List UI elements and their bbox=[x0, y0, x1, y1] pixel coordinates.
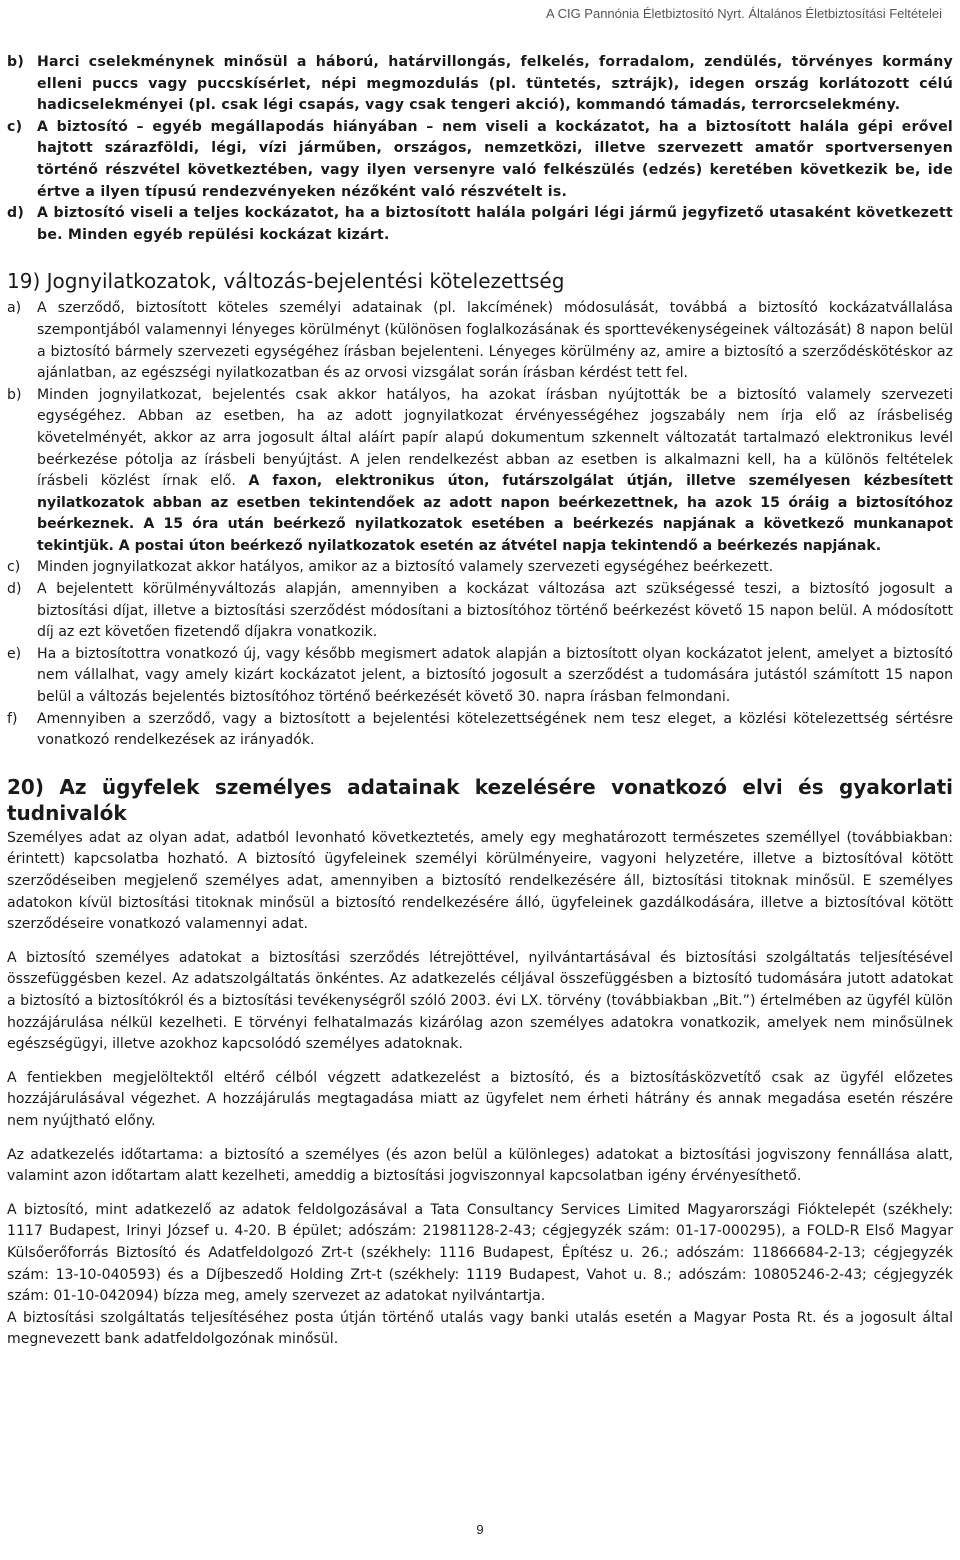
item-text: Ha a biztosítottra vonatkozó új, vagy később megismert adatok alapján a biztosított olyan kockázatot jelent, amelyet a biztosító nem vállalhat, vagy amely kizárt kockázatot jelent, a biztosító jogosult a szerződést a tudomására jutástól számított 15 napon belül a változás bejelentés biztosítóhoz történő beérkezését követő 30. napra írásban felmondani. bbox=[37, 645, 953, 706]
item-label: c) bbox=[7, 559, 21, 576]
section-19-heading: 19) Jognyilatkozatok, változás-bejelentési kötelezettség bbox=[7, 269, 565, 294]
item-label: b) bbox=[7, 386, 22, 403]
item-text: Harci cselekménynek minősül a háború, határvillongás, felkelés, forradalom, zendülés, törvényes kormány elleni puccs vagy puccskísérlet, népi megmozdulás (pl. tüntetés, sztrájk), idegen ország korlátozott célú hadicselekményei (pl. csak légi csapás, vagy csak tengeri akció), kommandó támadás, terrorcselekmény. bbox=[37, 54, 953, 114]
item-label: e) bbox=[7, 645, 22, 662]
paragraph: A biztosító személyes adatokat a biztosítási szerződés létrejöttével, nyilvántartásával és biztosítási szolgáltatás teljesítésével összefüggésben kezel. Az adatszolgáltatás önkéntes. Az adatkezelés céljával összefüggésben a biztosító tudomására jutott adatokat a biztosító a biztosítókról és a biztosítási tevékenységről szóló 2003. évi LX. törvény (továbbiakban „Bit.”) értelmében az ügyfél külön hozzájárulása nélkül kezelheti. E törvényi felhatalmazás kizárólag azon személyes adatokra vonatkozik, amelyek nem minősülnek egészségügyi, illetve azokhoz kapcsolódó személyes adatoknak. bbox=[7, 949, 953, 1053]
list-item-a bbox=[7, 298, 953, 384]
paragraph: A biztosító, mint adatkezelő az adatok feldolgozásával a Tata Consultancy Services Limited Magyarországi Fióktelepét (székhely: 1117 Budapest, Irinyi József u. 4-20. B épület; adószám: 21981128-2-43; cégjegyzék szám: 01-17-000295), a FOLD-R Első Magyar Külsőerőforrás Biztosító és Adatfeldolgozó Zrt-t (székhely: 1116 Budapest, Építész u. 26.; adószám: 11866684-2-13; cégjegyzék szám: 13-10-040593) és a Díjbeszedő Holding Zrt-t (székhely: 1119 Budapest, Vahot u. 8.; adószám: 10805246-2-43; cégjegyzék szám: 01-10-042094) bízza meg, amely szervezet az adatokat nyilvántartja. bbox=[7, 1201, 953, 1305]
item-label: d) bbox=[7, 205, 25, 222]
item-text: A biztosító – egyéb megállapodás hiányában – nem viseli a kockázatot, ha a biztosított halála gépi erővel hajtott szárazföldi, légi, vízi járműben, országos, nemzetközi, illetve szervezett amatőr sportversenyen történő részvétel következtében, vagy ilyen versenyre való felkészülés (edzés) keretében következik be, ide értve a ilyen típusú rendezvényeken nézőként való részvételt is. bbox=[37, 118, 953, 200]
list-item-e bbox=[7, 644, 953, 709]
item-label: f) bbox=[7, 710, 18, 727]
list-item-b bbox=[7, 385, 953, 558]
running-header: A CIG Pannónia Életbiztosító Nyrt. Általános Életbiztosítási Feltételei bbox=[546, 6, 942, 21]
item-label: c) bbox=[7, 118, 23, 135]
item-text: A biztosító viseli a teljes kockázatot, ha a biztosított halála polgári légi jármű jegyfizető utasaként következett be. Minden egyéb repülési kockázat kizárt. bbox=[37, 205, 953, 243]
section-19-list bbox=[7, 298, 953, 751]
list-item-d bbox=[7, 579, 953, 644]
top-items-list bbox=[7, 52, 953, 246]
paragraph: Személyes adat az olyan adat, adatból levonható következtetés, amely egy meghatározott természetes személlyel (továbbiakban: érintett) kapcsolatba hozható. A biztosító ügyfeleinek személyi körülményeire, vagyoni helyzetére, illetve a biztosítóval kötött szerződéseiben megjelenő személyes adat, amennyiben a biztosító rendelkezésére áll, biztosítási titoknak minősül. E személyes adatokon kívül biztosítási titoknak minősül a biztosító rendelkezésére álló, ügyfeleinek gazdálkodására, illetve a biztosítóval kötött szerződéseire vonatkozó valamennyi adat. bbox=[7, 829, 953, 933]
item-bold-text: A faxon, elektronikus úton, futárszolgálat útján, illetve személyesen kézbesített nyilatkozatok abban az esetben tekintendőek az adott napon beérkezettnek, ha azok 15 óráig a biztosítóhoz beérkeznek. A 15 óra után beérkező nyilatkozatok esetében a beérkezés napjának a következő munkanapot tekintjük. A postai úton beérkező nyilatkozatok esetén az átvétel napja tekintendő a beérkezés napjának. bbox=[37, 473, 953, 554]
section-20-heading: 20) Az ügyfelek személyes adatainak kezelésére vonatkozó elvi és gyakorlati tudnivalók bbox=[7, 774, 953, 825]
item-text: A szerződő, biztosított köteles személyi adatainak (pl. lakcímének) módosulását, továbbá a biztosító kockázatvállalása szempontjából valamennyi lényeges körülményt (különösen foglalkozásának és sporttevékenységeinek változását) 8 napon belül a biztosító bármely szervezeti egységéhez írásban bejelenteni. Lényeges körülmény az, amire a biztosító a szerződéskötéskor az ajánlatban, az egészségi nyilatkozatban és az orvosi vizsgálat során írásban kérdést tett fel. bbox=[37, 300, 953, 382]
section-20-body bbox=[7, 828, 953, 1351]
item-text: A bejelentett körülményváltozás alapján, amennyiben a kockázat változása azt szükségessé teszi, a biztosító jogosult a biztosítási díjat, illetve a biztosítási szerződést módosítani a biztosítóhoz történő beérkezést követő 15 napon belül. A módosított díj az ezt követően fizetendő díjakra vonatkozik. bbox=[37, 581, 953, 641]
paragraph: Az adatkezelés időtartama: a biztosító a személyes (és azon belül a különleges) adatokat a biztosítási jogviszony fennállása alatt, valamint azon időtartam alatt kezelheti, ameddig a biztosítási jogviszonnyal kapcsolatban igény érvényesíthető. bbox=[7, 1146, 953, 1185]
list-item-b bbox=[7, 52, 953, 117]
page-number: 9 bbox=[476, 1522, 484, 1537]
item-label: b) bbox=[7, 54, 25, 70]
item-text-block bbox=[37, 385, 953, 558]
list-item-d bbox=[7, 203, 953, 246]
paragraph: A biztosítási szolgáltatás teljesítéséhez posta útján történő utalás vagy banki utalás esetén a Magyar Posta Rt. és a jogosult által megnevezett bank adatfeldolgozónak minősül. bbox=[7, 1309, 953, 1348]
item-label: a) bbox=[7, 300, 22, 317]
paragraph: A fentiekben megjelöltektől eltérő célból végzett adatkezelést a biztosító, és a biztosításközvetítő csak az ügyfél előzetes hozzájárulásával végezhet. A hozzájárulás megtagadása miatt az ügyfelet nem érheti hátrány és annak megadása esetén részére nem nyújtható előny. bbox=[7, 1069, 953, 1129]
item-text: Amennyiben a szerződő, vagy a biztosított a bejelentési kötelezettségének nem tesz eleget, a közlési kötelezettség sértésre vonatkozó rendelkezések az irányadók. bbox=[37, 710, 953, 749]
item-text: Minden jognyilatkozat, bejelentés csak akkor hatályos, ha azokat írásban nyújtották be a biztosító valamely szervezeti egységéhez. Abban az esetben, ha az adott jognyilatkozat érvényességéhez jogszabály nem írja elő az írásbeliség követelményét, akkor az arra jogosult által aláírt papír alapú dokumentum szkennelt változatát tartalmazó elektronikus levél beérkezése pótolja az írásbeli benyújtást. A jelen rendelkezést abban az esetben is alkalmazni kell, ha a különös feltételek írásbeli közlést írnak elő. bbox=[37, 386, 953, 490]
item-text: Minden jognyilatkozat akkor hatályos, amikor az a biztosító valamely szervezeti egységéhez beérkezett. bbox=[37, 559, 774, 576]
item-label: d) bbox=[7, 581, 22, 598]
list-item-f bbox=[7, 709, 953, 752]
list-item-c bbox=[7, 557, 953, 579]
page-content bbox=[7, 52, 953, 1363]
list-item-c bbox=[7, 117, 953, 203]
